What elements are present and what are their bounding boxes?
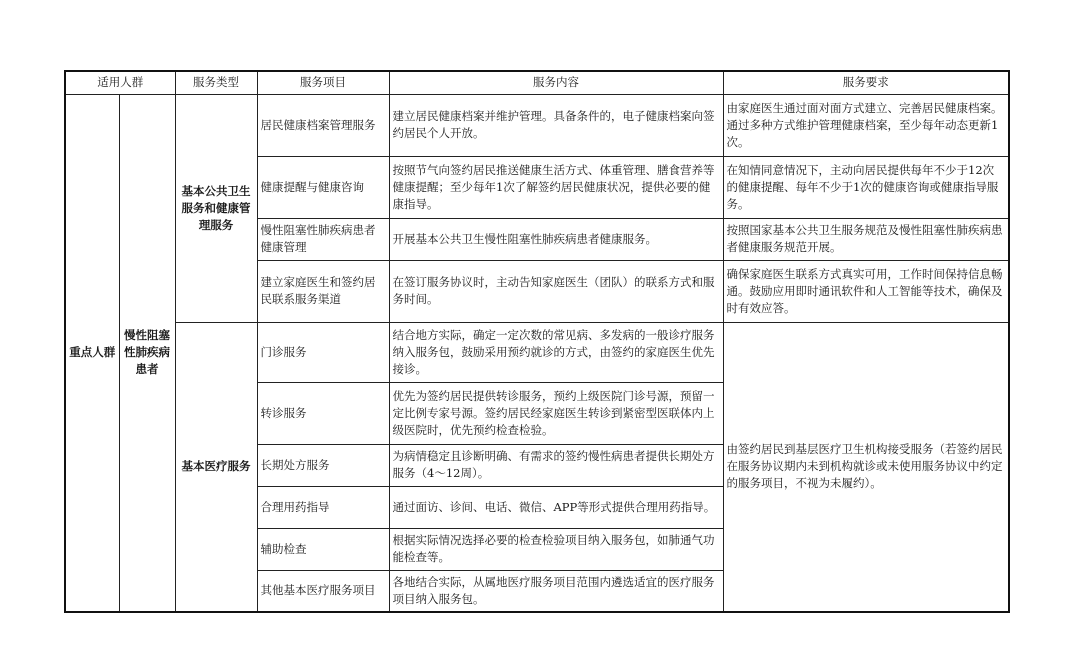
service-content: 优先为签约居民提供转诊服务，预约上级医院门诊号源，预留一定比例专家号源。签约居民经家庭医生转诊到紧密型医联体内上级医院时，优先预约检查检验。	[389, 382, 723, 444]
header-row	[65, 71, 1009, 94]
service-type-public-health: 基本公共卫生服务和健康管理服务	[175, 94, 257, 322]
service-item: 慢性阻塞性肺疾病患者健康管理	[257, 218, 389, 260]
service-content: 为病情稳定且诊断明确、有需求的签约慢性病患者提供长期处方服务（4～12周）。	[389, 444, 723, 486]
service-requirement: 确保家庭医生联系方式真实可用，工作时间保持信息畅通。鼓励应用即时通讯软件和人工智能等技术，确保及时有效应答。	[723, 260, 1009, 322]
service-item: 居民健康档案管理服务	[257, 94, 389, 156]
service-table	[64, 70, 1010, 613]
service-content: 根据实际情况选择必要的检查检验项目纳入服务包，如肺通气功能检查等。	[389, 528, 723, 570]
service-item: 转诊服务	[257, 382, 389, 444]
service-requirement-medical: 由签约居民到基层医疗卫生机构接受服务（若签约居民在服务协议期内未到机构就诊或未使用服务协议中约定的服务项目，不视为未履约）。	[723, 322, 1009, 612]
service-content: 按照节气向签约居民推送健康生活方式、体重管理、膳食营养等健康提醒；至少每年1次了解签约居民健康状况，提供必要的健康指导。	[389, 156, 723, 218]
header-service-content: 服务内容	[389, 71, 723, 94]
subgroup-cell: 慢性阻塞性肺疾病患者	[119, 94, 175, 612]
service-requirement: 由家庭医生通过面对面方式建立、完善居民健康档案。通过多种方式维护管理健康档案，至少每年动态更新1次。	[723, 94, 1009, 156]
service-item: 长期处方服务	[257, 444, 389, 486]
service-item: 辅助检查	[257, 528, 389, 570]
population-cell: 重点人群	[65, 94, 119, 612]
header-service-item: 服务项目	[257, 71, 389, 94]
service-type-medical: 基本医疗服务	[175, 322, 257, 612]
table-row	[65, 322, 1009, 382]
service-content: 结合地方实际，确定一定次数的常见病、多发病的一般诊疗服务纳入服务包，鼓励采用预约就诊的方式，由签约的家庭医生优先接诊。	[389, 322, 723, 382]
table-row	[65, 94, 1009, 156]
service-item: 建立家庭医生和签约居民联系服务渠道	[257, 260, 389, 322]
header-service-type: 服务类型	[175, 71, 257, 94]
service-content: 开展基本公共卫生慢性阻塞性肺疾病患者健康服务。	[389, 218, 723, 260]
service-requirement: 在知情同意情况下，主动向居民提供每年不少于12次的健康提醒、每年不少于1次的健康咨询或健康指导服务。	[723, 156, 1009, 218]
service-item: 门诊服务	[257, 322, 389, 382]
service-item: 合理用药指导	[257, 486, 389, 528]
service-requirement: 按照国家基本公共卫生服务规范及慢性阻塞性肺疾病患者健康服务规范开展。	[723, 218, 1009, 260]
service-content: 建立居民健康档案并维护管理。具备条件的，电子健康档案向签约居民个人开放。	[389, 94, 723, 156]
service-item: 健康提醒与健康咨询	[257, 156, 389, 218]
service-content: 通过面访、诊间、电话、微信、APP等形式提供合理用药指导。	[389, 486, 723, 528]
service-content: 在签订服务协议时，主动告知家庭医生（团队）的联系方式和服务时间。	[389, 260, 723, 322]
service-item: 其他基本医疗服务项目	[257, 570, 389, 612]
header-service-requirement: 服务要求	[723, 71, 1009, 94]
header-population: 适用人群	[65, 71, 175, 94]
service-content: 各地结合实际，从属地医疗服务项目范围内遴选适宜的医疗服务项目纳入服务包。	[389, 570, 723, 612]
